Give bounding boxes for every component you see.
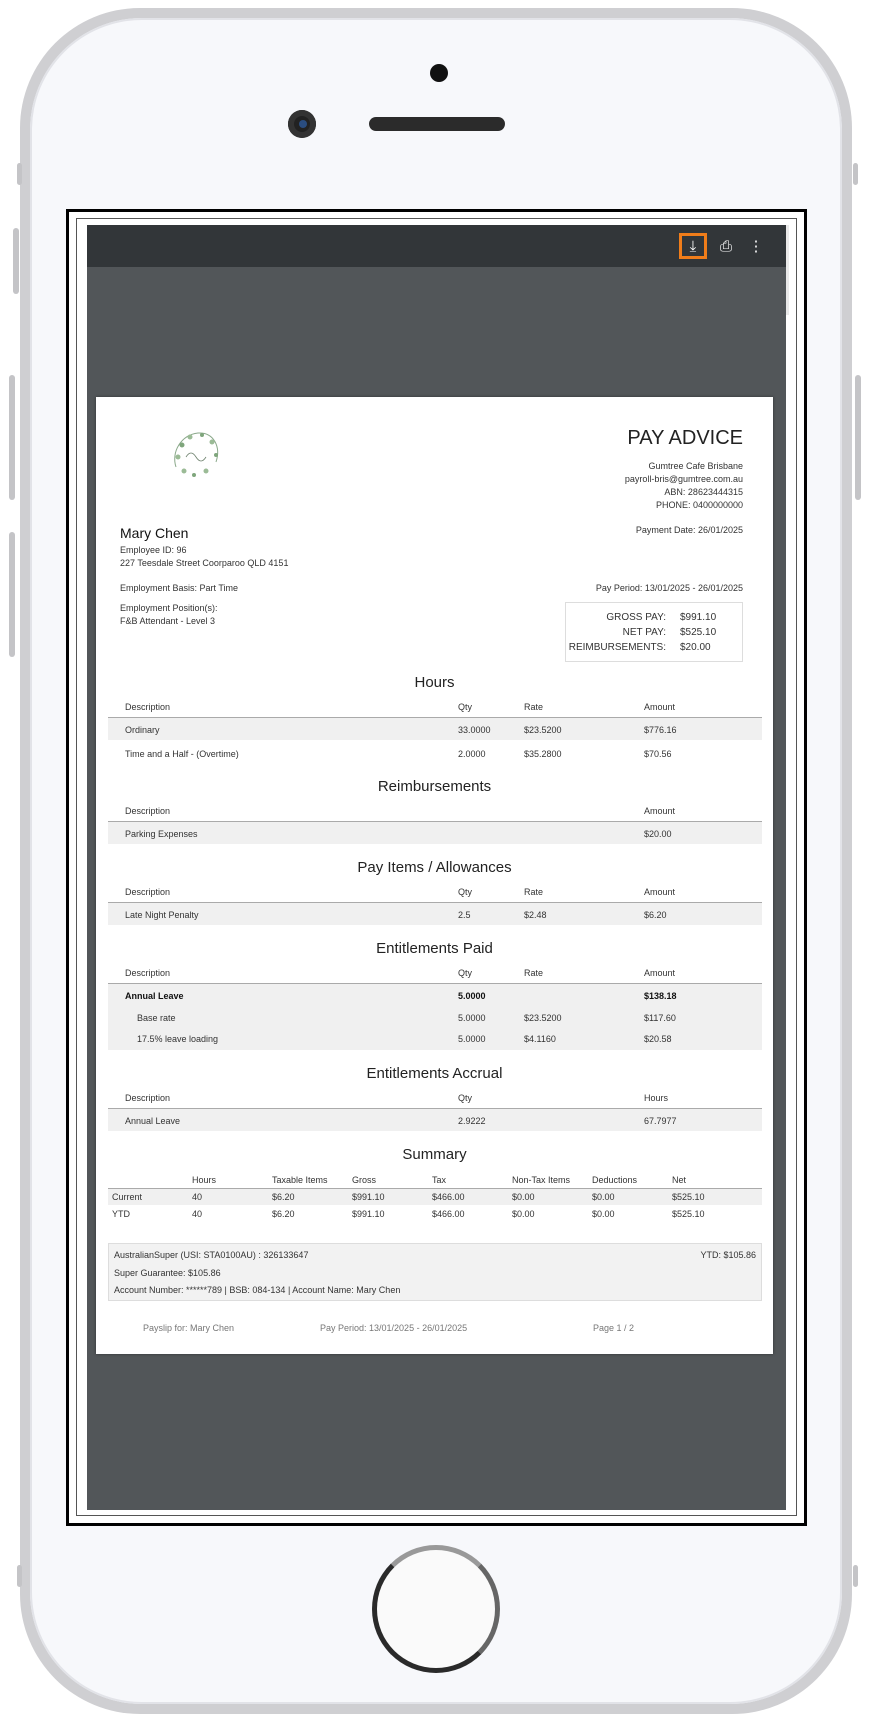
company-logo [166, 427, 226, 483]
allow-row-qty: 2.5 [458, 910, 471, 920]
reimbursements-title: Reimbursements [377, 778, 492, 795]
ent-header-desc: Description [125, 968, 171, 978]
allow-header-rate: Rate [524, 887, 544, 897]
summary-title: Summary [402, 1146, 467, 1163]
summary-cell: 40 [192, 1192, 203, 1202]
ent-header-qty: Qty [458, 968, 473, 978]
super-guarantee: Super Guarantee: $105.86 [114, 1268, 221, 1278]
accrual-header-hours: Hours [644, 1093, 669, 1103]
hours-header-amount: Amount [644, 702, 676, 712]
hours-row-qty: 2.0000 [458, 749, 486, 759]
scroll-gap [786, 225, 789, 315]
ent-row-amount: $20.58 [644, 1034, 672, 1044]
entitlements-accrual-title: Entitlements Accrual [366, 1065, 503, 1082]
super-details-box [108, 1243, 762, 1301]
allow-header-desc: Description [125, 887, 171, 897]
employment-position-label: Employment Position(s): [120, 603, 218, 613]
ent-row-amount: $117.60 [644, 1013, 676, 1023]
summary-cell: $6.20 [272, 1192, 295, 1202]
hours-header-qty: Qty [458, 702, 473, 712]
accrual-header-qty: Qty [458, 1093, 473, 1103]
accrual-row-hours: 67.7977 [644, 1116, 677, 1126]
summary-header-tax: Tax [432, 1175, 447, 1185]
allowances-title: Pay Items / Allowances [357, 859, 512, 876]
summary-cell: $991.10 [352, 1192, 385, 1202]
pay-advice-page [96, 397, 773, 1354]
payment-date: Payment Date: 26/01/2025 [635, 525, 743, 535]
allow-row-amount: $6.20 [644, 910, 667, 920]
employment-position: F&B Attendant - Level 3 [120, 616, 216, 626]
summary-cell: $0.00 [592, 1192, 615, 1202]
employment-basis: Employment Basis: Part Time [120, 583, 239, 593]
summary-header-taxable: Taxable Items [272, 1175, 328, 1185]
side-mark-right [853, 163, 858, 185]
hours-row-desc: Ordinary [125, 725, 160, 735]
hours-row-rate: $35.2800 [524, 749, 562, 759]
ent-row-rate: $4.1160 [524, 1034, 556, 1044]
accrual-row-desc: Annual Leave [125, 1116, 181, 1126]
hours-header-rate: Rate [524, 702, 544, 712]
ent-row-amount: $138.18 [644, 991, 677, 1001]
mute-switch [13, 228, 19, 294]
ent-row-qty: 5.0000 [458, 1034, 486, 1044]
entitlements-paid-title: Entitlements Paid [376, 940, 493, 957]
summary-cell: $525.10 [672, 1209, 705, 1219]
ent-row-qty: 5.0000 [458, 1013, 486, 1023]
summary-cell: $0.00 [512, 1209, 535, 1219]
pay-totals-box [565, 602, 743, 662]
net-pay-label: NET PAY: [622, 627, 666, 638]
reimb-header-amount: Amount [644, 806, 676, 816]
allow-row-desc: Late Night Penalty [125, 910, 199, 920]
gross-pay-label: GROSS PAY: [606, 612, 666, 623]
side-mark-bottom-right [853, 1565, 858, 1587]
employee-id: Employee ID: 96 [120, 545, 187, 555]
home-button[interactable] [372, 1545, 500, 1673]
employee-address: 227 Teesdale Street Coorparoo QLD 4151 [120, 558, 289, 568]
reimb-row-amount: $20.00 [644, 829, 672, 839]
ent-row-desc: 17.5% leave loading [137, 1034, 219, 1044]
summary-header-nontax: Non-Tax Items [512, 1175, 571, 1185]
company-abn: ABN: 28623444315 [664, 487, 743, 497]
more-options-icon[interactable]: ⋮ [748, 238, 764, 255]
footer-payslip-for: Payslip for: Mary Chen [143, 1323, 235, 1333]
accrual-header-desc: Description [125, 1093, 171, 1103]
accrual-row-qty: 2.9222 [458, 1116, 486, 1126]
proximity-sensor [430, 64, 448, 82]
hours-row-amount: $70.56 [644, 749, 672, 759]
volume-up-button [9, 375, 15, 500]
hours-row-desc: Time and a Half - (Overtime) [125, 749, 239, 759]
download-icon[interactable]: ⤓ [679, 233, 707, 259]
allow-header-amount: Amount [644, 887, 676, 897]
summary-cell: 40 [192, 1209, 203, 1219]
summary-cell: $6.20 [272, 1209, 295, 1219]
camera-lens [299, 120, 307, 128]
summary-row-label: YTD [112, 1209, 130, 1219]
super-account: Account Number: ******789 | BSB: 084-134 | Account Name: Mary Chen [114, 1285, 401, 1295]
ent-row-qty: 5.0000 [458, 991, 486, 1001]
hours-header-desc: Description [125, 702, 171, 712]
allow-row-rate: $2.48 [524, 910, 547, 920]
footer-pay-period: Pay Period: 13/01/2025 - 26/01/2025 [320, 1323, 468, 1333]
ent-row-desc: Annual Leave [125, 991, 184, 1001]
summary-cell: $466.00 [432, 1209, 465, 1219]
print-icon[interactable]: ⎙ [719, 237, 732, 255]
reimbursements-value: $20.00 [680, 642, 711, 653]
hours-row-qty: 33.0000 [458, 725, 491, 735]
power-button [855, 375, 861, 500]
super-ytd: YTD: $105.86 [700, 1250, 756, 1260]
summary-header-net: Net [672, 1175, 687, 1185]
hours-row-amount: $776.16 [644, 725, 677, 735]
super-fund: AustralianSuper (USI: STA0100AU) : 326133647 [114, 1250, 309, 1260]
employee-name: Mary Chen [120, 525, 189, 541]
page-title: PAY ADVICE [627, 427, 743, 449]
reimb-row-desc: Parking Expenses [125, 829, 198, 839]
ent-row-desc: Base rate [137, 1013, 176, 1023]
allow-header-qty: Qty [458, 887, 473, 897]
ent-header-amount: Amount [644, 968, 676, 978]
hours-title: Hours [414, 674, 455, 691]
company-name: Gumtree Cafe Brisbane [648, 461, 743, 471]
gross-pay-value: $991.10 [680, 612, 717, 623]
summary-header-gross: Gross [352, 1175, 377, 1185]
summary-cell: $525.10 [672, 1192, 705, 1202]
pay-period: Pay Period: 13/01/2025 - 26/01/2025 [595, 583, 743, 593]
ent-header-rate: Rate [524, 968, 544, 978]
company-phone: PHONE: 0400000000 [655, 500, 743, 510]
side-mark-bottom [17, 1565, 22, 1587]
side-mark [17, 163, 22, 185]
volume-down-button [9, 532, 15, 657]
earpiece-speaker [369, 117, 505, 131]
hours-row-rate: $23.5200 [524, 725, 562, 735]
reimbursements-label: REIMBURSEMENTS: [568, 642, 666, 653]
summary-header-hours: Hours [192, 1175, 217, 1185]
footer-page-number: Page 1 / 2 [593, 1323, 635, 1333]
summary-cell: $991.10 [352, 1209, 385, 1219]
ent-row-rate: $23.5200 [524, 1013, 562, 1023]
net-pay-value: $525.10 [680, 627, 717, 638]
summary-row-label: Current [112, 1192, 143, 1202]
reimb-header-desc: Description [125, 806, 171, 816]
summary-header-deductions: Deductions [592, 1175, 638, 1185]
summary-cell: $0.00 [592, 1209, 615, 1219]
summary-cell: $0.00 [512, 1192, 535, 1202]
company-email: payroll-bris@gumtree.com.au [624, 474, 743, 484]
summary-cell: $466.00 [432, 1192, 465, 1202]
